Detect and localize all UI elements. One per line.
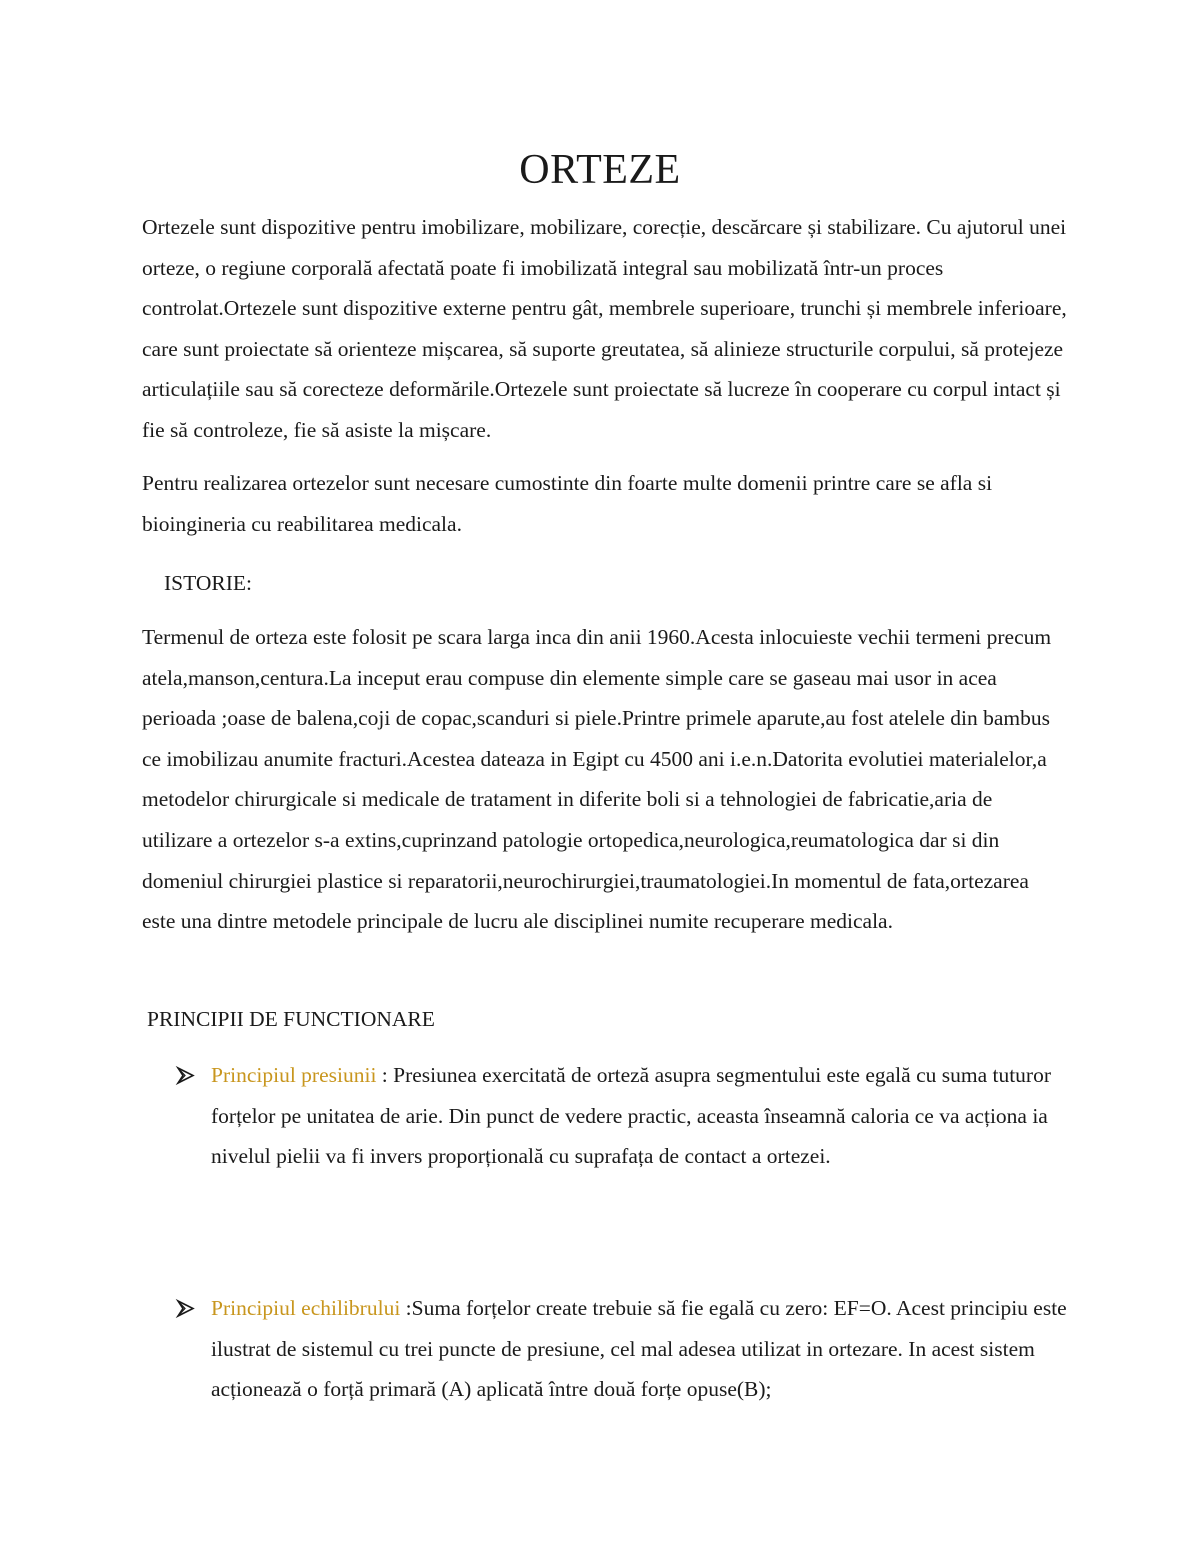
heading-istorie: ISTORIE: xyxy=(164,571,252,595)
list-item-balance-principle xyxy=(211,1288,1067,1410)
arrowhead-bullet-icon xyxy=(175,1055,197,1095)
document-title: ORTEZE xyxy=(519,147,681,193)
bullet-text: : Presiunea exercitată de orteză asupra segmentului este egală cu suma tuturor forțelor pe unitatea de arie. Din punct de vedere practic, aceasta înseamnă caloria ce va acționa ia nivelul pielii va fi invers proporțională cu suprafața de contact a ortezei. xyxy=(211,1063,1052,1169)
paragraph-domains: Pentru realizarea ortezelor sunt necesare cumostinte din foarte multe domenii printre care se afla si bioingineria cu reabilitarea medicala. xyxy=(142,471,993,536)
bullet-text: :Suma forțelor create trebuie să fie egală cu zero: EF=O. Acest principiu este ilustrat de sistemul cu trei puncte de presiune, cel mal adesea utilizat in ortezare. In acest sistem acționează o forță primară (A) aplicată între două forțe opuse(B); xyxy=(211,1296,1067,1402)
arrowhead-bullet-icon xyxy=(175,1288,197,1328)
paragraph-history: Termenul de orteza este folosit pe scara larga inca din anii 1960.Acesta inlocuieste vechii termeni precum atela,manson,centura.La inceput erau compuse din elemente simple care se gaseau mai usor in acea perioada ;oase de balena,coji de copac,scanduri si piele.Printre primele aparute,au fost atelele din bambus ce imobilizau anumite fracturi.Acestea dateaza in Egipt cu 4500 ani i.e.n.Datorita evolutiei materialelor,a metodelor chirurgicale si medicale de tratament in diferite boli si a tehnologiei de fabricatie,aria de utilizare a ortezelor s-a extins,cuprinzand patologie ortopedica,neurologica,reumatologica dar si din domeniul chirurgiei plastice si reparatorii,neurochirurgiei,traumatologiei.In momentul de fata,ortezarea este una dintre metodele principale de lucru ale disciplinei numite recuperare medicala. xyxy=(142,625,1052,934)
bullet-term: Principiul echilibrului xyxy=(211,1296,401,1320)
bullet-term: Principiul presiunii xyxy=(211,1063,377,1087)
heading-principii: PRINCIPII DE FUNCTIONARE xyxy=(147,1007,435,1031)
list-item-pressure-principle xyxy=(211,1055,1067,1177)
paragraph-definition: Ortezele sunt dispozitive pentru imobilizare, mobilizare, corecție, descărcare și stabilizare. Cu ajutorul unei orteze, o regiune corporală afectată poate fi imobilizată integral sau mobilizată într-un proces controlat.Ortezele sunt dispozitive externe pentru gât, membrele superioare, trunchi și membrele inferioare, care sunt proiectate să orienteze mișcarea, să suporte greutatea, să alinieze structurile corpului, să protejeze articulațiile sau să corecteze deformările.Ortezele sunt proiectate să lucreze în cooperare cu corpul intact și fie să controleze, fie să asiste la mișcare. xyxy=(142,215,1067,442)
